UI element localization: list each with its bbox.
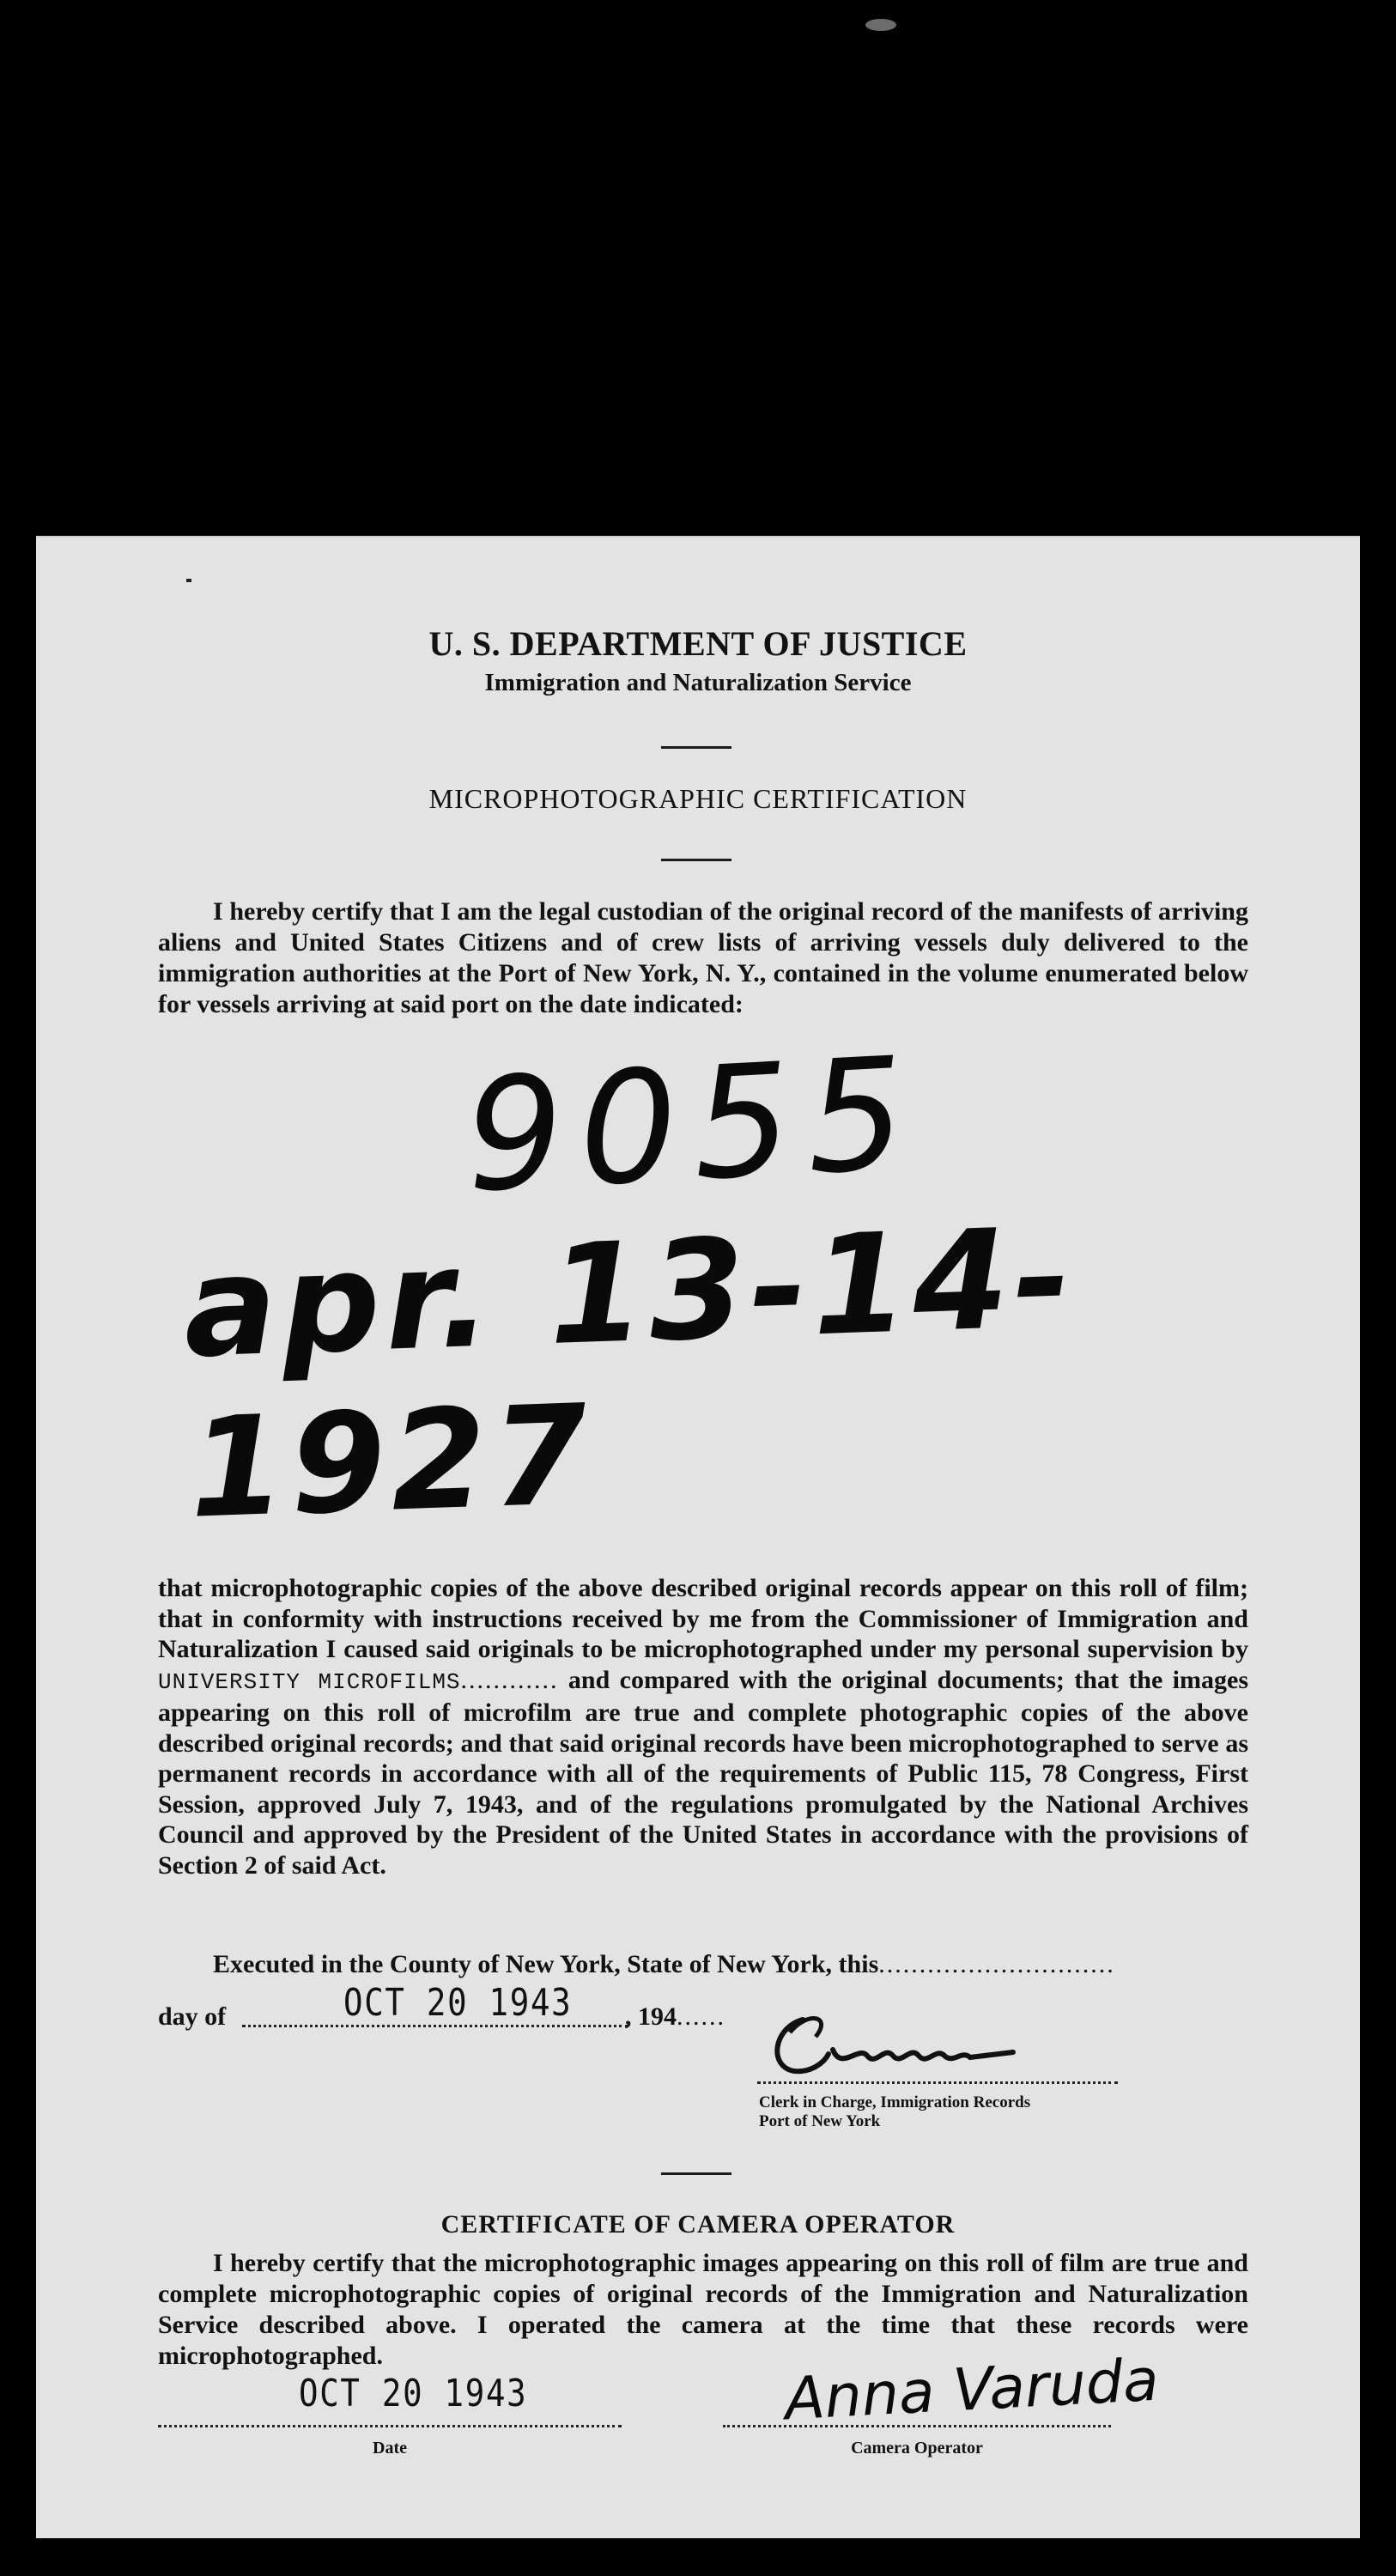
intro-paragraph — [158, 896, 1248, 1020]
supervisor-dots: ............ — [460, 1665, 559, 1694]
ink-dot — [186, 579, 191, 582]
certification-heading: MICROPHOTOGRAPHIC CERTIFICATION — [428, 783, 968, 814]
certificate-page — [36, 536, 1360, 2538]
clerk-port: Port of New York — [759, 2112, 881, 2130]
supervisor-name: UNIVERSITY MICROFILMS — [158, 1668, 461, 1695]
executed-dots: ............................. — [878, 1950, 1115, 1978]
page-title: U. S. DEPARTMENT OF JUSTICE — [428, 624, 968, 663]
operator-signature-line — [723, 2425, 1111, 2427]
day-of-dotted-line — [242, 2025, 628, 2027]
divider-1 — [661, 746, 731, 749]
intro-text: I hereby certify that I am the legal custodian of the original record of the manifests of arriving aliens and United States Citizens and of crew lists of arriving vessels duly delivered to the immigration authorities at the Port of New York, N. Y., contained in the volume enumerated below for vessels arriving at said port on the date indicated: — [158, 897, 1248, 1018]
clerk-title: Clerk in Charge, Immigration Records — [759, 2093, 1031, 2111]
film-speck — [865, 19, 896, 31]
camera-operator-label: Camera Operator — [851, 2439, 983, 2458]
body-text-part2: and compared with the original documents; that the images appearing on this roll of microfilm are true and complete photographic copies of the above described original records; and that said original records have been microphotographed to serve as permanent records in accordance with all of the requirements of Public 115, 78 Congress, First Session, approved July 7, 1943, and of the regulations promulgated by the National Archives Council and approved by the President of the United States in accordance with the provisions of Section 2 of said Act. — [158, 1665, 1248, 1880]
clerk-signature — [756, 2002, 1039, 2105]
executed-text: Executed in the County of New York, State of New York, this — [213, 1950, 879, 1978]
year-prefix-text: , 194 — [625, 2002, 677, 2031]
executed-line — [213, 1950, 1115, 1979]
clerk-signature-line — [757, 2081, 1118, 2084]
date-label: Date — [373, 2439, 407, 2458]
year-prefix — [625, 2002, 725, 2032]
page-subtitle: Immigration and Naturalization Service — [484, 669, 912, 696]
operator-date-stamp: OCT 20 1943 — [299, 2372, 528, 2415]
year-dots: ...... — [677, 2002, 725, 2031]
executed-date-stamp: OCT 20 1943 — [343, 1981, 573, 2025]
body-text-part1: that microphotographic copies of the above described original records appear on this roll of film; that in conformity with instructions received by me from the Commissioner of Immigration and Naturalization I caused said originals to be microphotographed under my personal supervision by — [158, 1574, 1248, 1663]
camera-operator-text: I hereby certify that the microphotographic images appearing on this roll of film are true and complete microphotographic copies of original records of the Immigration and Naturalization Service described above. I operated the camera at the time that these records were microphotographed. — [158, 2249, 1248, 2370]
camera-operator-heading: CERTIFICATE OF CAMERA OPERATOR — [440, 2210, 956, 2239]
handwritten-date: apr. 13-14-1927 — [180, 1196, 1078, 1549]
operator-signature: Anna Varuda — [783, 2346, 1161, 2434]
operator-date-line — [158, 2425, 622, 2427]
handwritten-volume: 9055 — [460, 1024, 926, 1227]
day-of-label: day of — [158, 2002, 227, 2031]
divider-2 — [661, 859, 731, 861]
body-paragraph — [158, 1573, 1248, 1880]
divider-3 — [661, 2172, 731, 2175]
